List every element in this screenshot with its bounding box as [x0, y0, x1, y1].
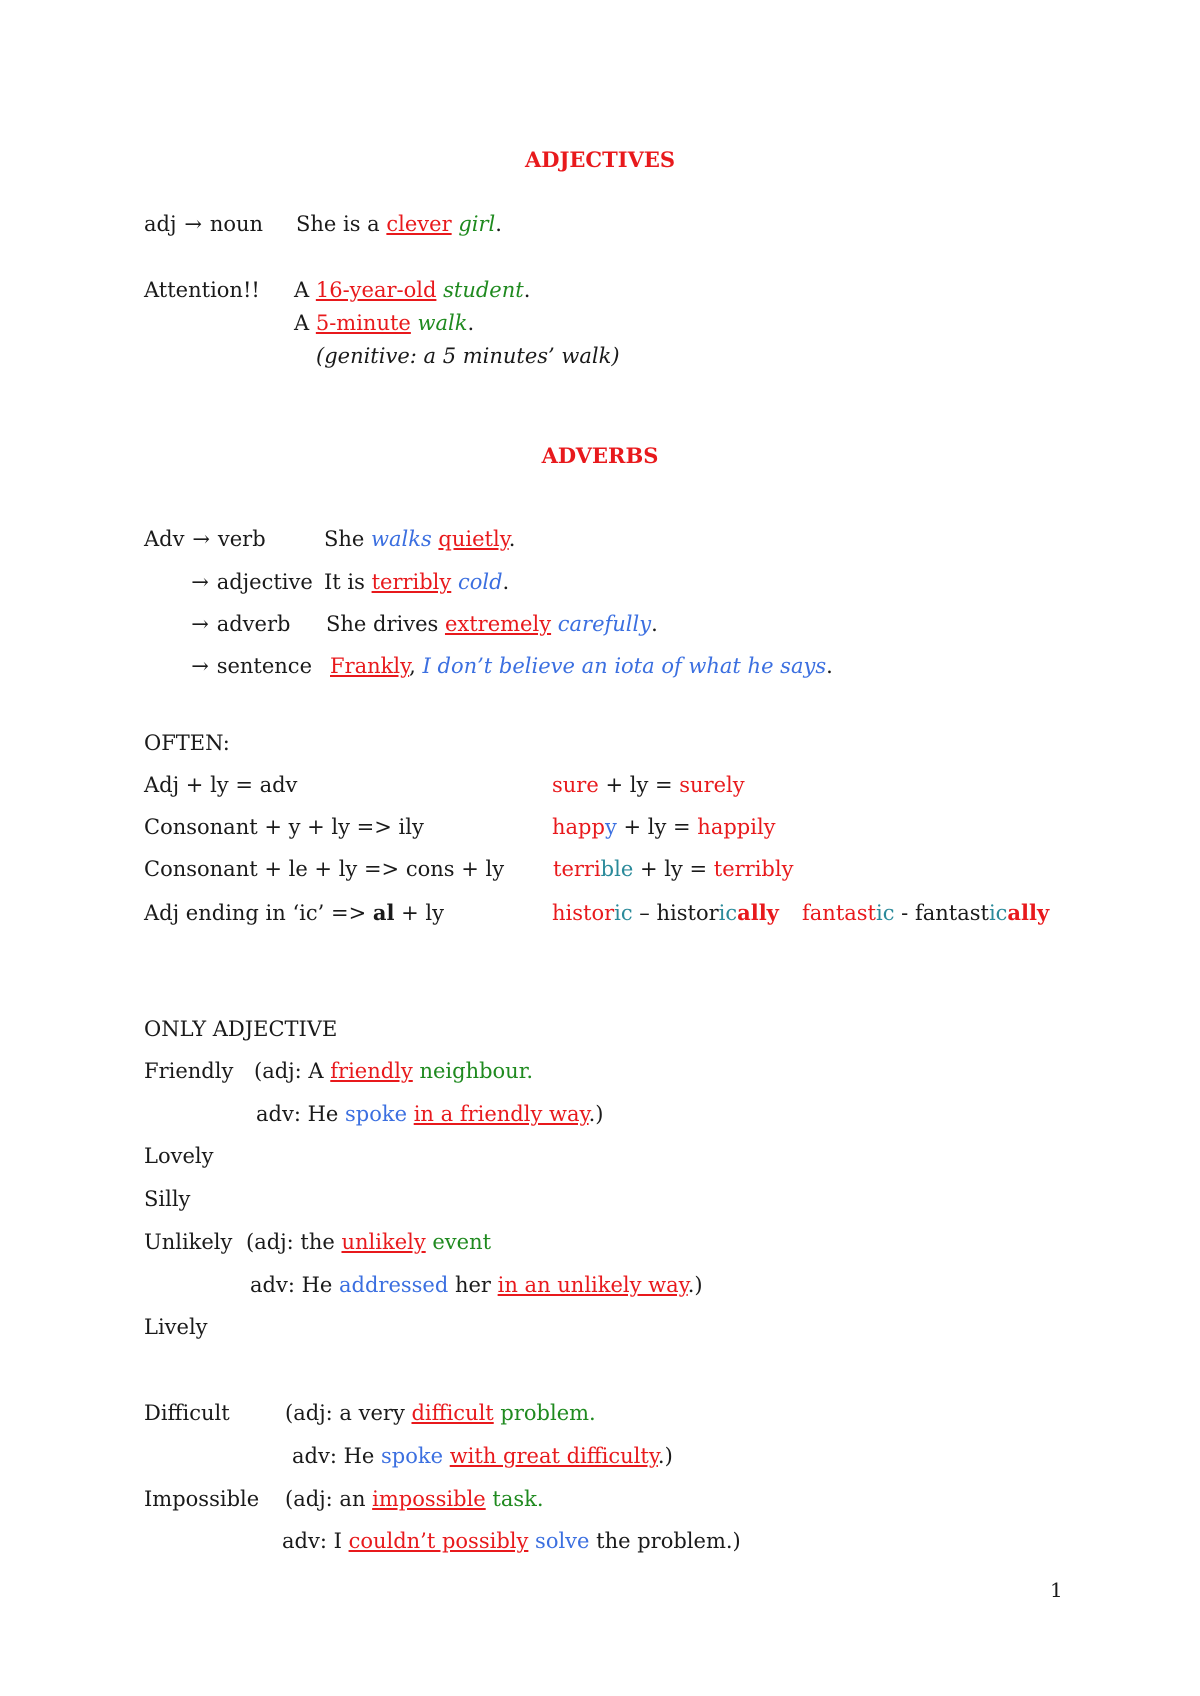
impossible-adj-example: (adj: an impossible task.: [285, 1487, 544, 1511]
unlikely-word: Unlikely: [144, 1230, 233, 1254]
adv-sentence-rule: → sentence: [191, 654, 312, 678]
often-example-1: sure + ly = surely: [552, 773, 745, 797]
arrow-icon: →: [191, 654, 209, 678]
silly-word: Silly: [144, 1187, 191, 1211]
often-heading: OFTEN:: [144, 731, 230, 755]
adv-verb-example: She walks quietly.: [324, 527, 516, 551]
often-example-3: terrible + ly = terribly: [553, 857, 794, 881]
attention-label: Attention!!: [144, 278, 260, 302]
impossible-word: Impossible: [144, 1487, 260, 1511]
friendly-adj-example: (adj: A friendly neighbour.: [254, 1059, 534, 1083]
only-adjective-heading: ONLY ADJECTIVE: [144, 1017, 338, 1041]
unlikely-adv-example: adv: He addressed her in an unlikely way.): [250, 1273, 703, 1297]
arrow-icon: →: [191, 570, 209, 594]
impossible-adv-example: adv: I couldn’t possibly solve the problem.): [282, 1529, 741, 1553]
often-rule-4: Adj ending in ‘ic’ => al + ly: [144, 900, 444, 925]
genitive-note: (genitive: a 5 minutes’ walk): [316, 344, 620, 368]
friendly-word: Friendly: [144, 1059, 234, 1083]
attention-example-2: A 5-minute walk.: [294, 311, 475, 335]
often-example-2: happy + ly = happily: [552, 815, 776, 839]
often-rule-2: Consonant + y + ly => ily: [144, 815, 424, 839]
heading-adjectives: ADJECTIVES: [524, 147, 676, 172]
adv-verb-rule: Adv → verb: [144, 527, 266, 551]
difficult-word: Difficult: [144, 1401, 230, 1425]
adv-sentence-example: Frankly, I don’t believe an iota of what he says.: [330, 654, 833, 678]
adv-adverb-rule: → adverb: [191, 612, 291, 636]
often-example-4a: historic – historically: [552, 900, 779, 925]
adv-adjective-example: It is terribly cold.: [324, 570, 510, 594]
often-rule-3: Consonant + le + ly => cons + ly: [144, 857, 505, 881]
attention-example-1: A 16-year-old student.: [294, 278, 531, 302]
adj-noun-example: She is a clever girl.: [296, 212, 502, 236]
difficult-adv-example: adv: He spoke with great difficulty.): [292, 1444, 673, 1468]
page-number: 1: [1050, 1578, 1063, 1602]
lovely-word: Lovely: [144, 1144, 214, 1168]
heading-adverbs: ADVERBS: [541, 443, 659, 468]
often-rule-1: Adj + ly = adv: [144, 773, 298, 797]
lively-word: Lively: [144, 1315, 208, 1339]
arrow-icon: →: [191, 612, 209, 636]
arrow-icon: →: [184, 212, 202, 236]
adj-noun-rule: adj → noun: [144, 212, 264, 236]
unlikely-adj-example: (adj: the unlikely event: [246, 1230, 492, 1254]
adv-adverb-example: She drives extremely carefully.: [326, 612, 658, 636]
example-noun: girl: [458, 212, 496, 236]
adv-adjective-rule: → adjective: [191, 570, 313, 594]
difficult-adj-example: (adj: a very difficult problem.: [285, 1401, 596, 1425]
example-adjective: clever: [386, 212, 452, 236]
arrow-icon: →: [192, 527, 210, 551]
often-example-4b: fantastic - fantastically: [802, 900, 1050, 925]
friendly-adv-example: adv: He spoke in a friendly way.): [256, 1102, 604, 1126]
